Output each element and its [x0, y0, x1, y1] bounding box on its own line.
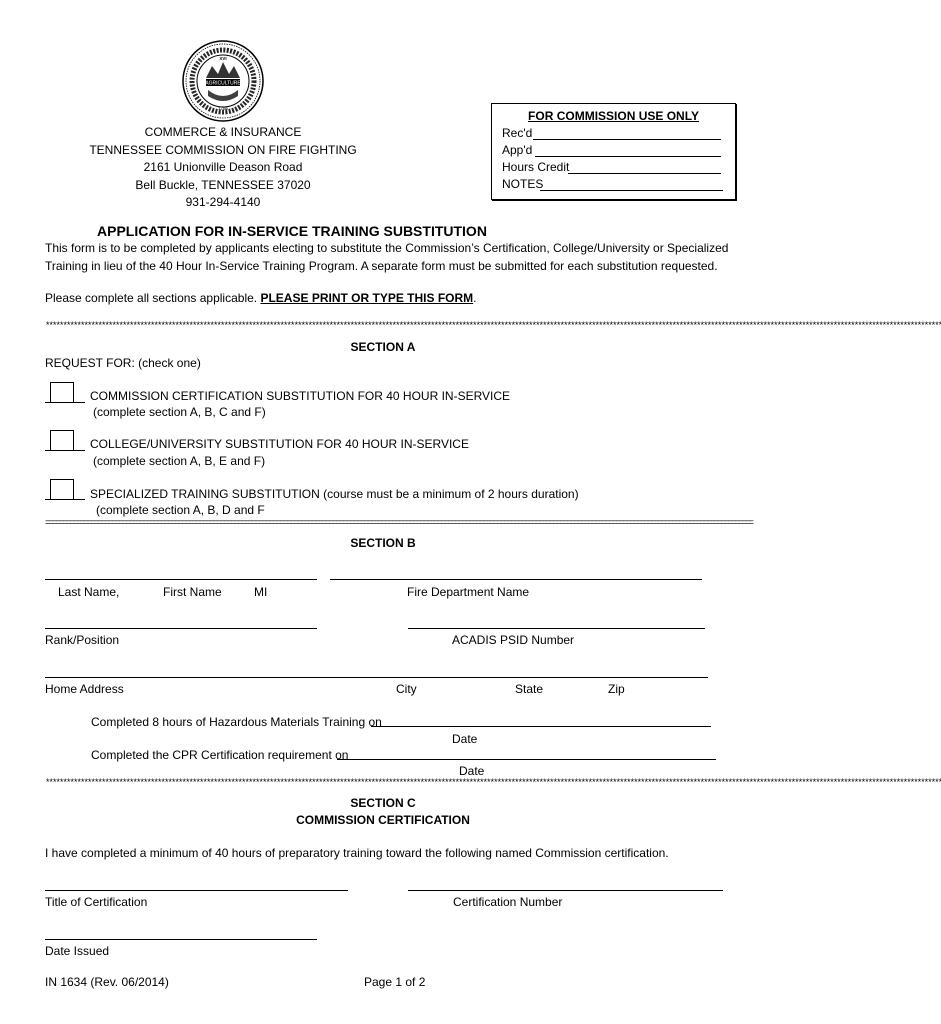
date-issued-label: Date Issued: [45, 944, 110, 958]
title-of-certification-label: Title of Certification: [45, 895, 148, 909]
hours-credit-field[interactable]: [568, 173, 721, 174]
rank-label: Rank/Position: [45, 633, 120, 647]
hazmat-date-label: Date: [452, 732, 478, 746]
acadis-field[interactable]: [408, 628, 705, 629]
form-title: APPLICATION FOR IN-SERVICE TRAINING SUBSTITUTION: [97, 223, 487, 239]
tennessee-state-seal: [182, 40, 264, 122]
recd-field[interactable]: [533, 139, 721, 140]
home-address-label: Home Address: [45, 682, 124, 696]
option-commission-certification-sub: (complete section A, B, C and F): [93, 405, 266, 419]
section-c-subheading: COMMISSION CERTIFICATION: [296, 813, 470, 827]
hazmat-label: Completed 8 hours of Hazardous Materials Training on: [91, 715, 382, 729]
acadis-label: ACADIS PSID Number: [452, 633, 575, 647]
checkbox-underline: [45, 402, 85, 403]
option-college-university: COLLEGE/UNIVERSITY SUBSTITUTION FOR 40 HOUR IN-SERVICE: [90, 437, 469, 451]
certification-number-field[interactable]: [408, 890, 723, 891]
date-issued-field[interactable]: [45, 939, 317, 940]
separator-stars: ****************************************************************************************************************************************************************************************************************************************************************: [45, 321, 941, 331]
zip-label: Zip: [608, 682, 625, 696]
city-label: City: [396, 682, 417, 696]
fire-department-label: Fire Department Name: [407, 585, 530, 599]
checkbox-underline: [45, 499, 85, 500]
agency-line: 931-294-4140: [185, 195, 261, 209]
cpr-label: Completed the CPR Certification requirement on: [91, 748, 349, 762]
checkbox-underline: [45, 450, 85, 451]
home-address-field[interactable]: [45, 677, 708, 678]
page-number: Page 1 of 2: [364, 975, 426, 989]
option-specialized-training: SPECIALIZED TRAINING SUBSTITUTION (course must be a minimum of 2 hours duration): [90, 487, 579, 501]
notes-field[interactable]: [540, 190, 723, 191]
fire-department-field[interactable]: [330, 579, 702, 580]
last-name-label: Last Name,: [58, 585, 120, 599]
appd-field[interactable]: [535, 156, 721, 157]
checkbox-college-university[interactable]: [50, 430, 74, 451]
agency-line: Bell Buckle, TENNESSEE 37020: [135, 177, 311, 192]
print-or-type-emphasis: PLEASE PRINT OR TYPE THIS FORM: [260, 291, 474, 305]
option-college-university-sub: (complete section A, B, E and F): [93, 454, 266, 468]
section-c-heading: SECTION C: [350, 796, 416, 810]
cpr-date-label: Date: [459, 764, 485, 778]
commission-use-title: FOR COMMISSION USE ONLY: [528, 109, 699, 123]
intro-line-2: Training in lieu of the 40 Hour In-Service Training Program. A separate form must be submitted for each substitution requested.: [45, 259, 718, 273]
rank-field[interactable]: [45, 628, 317, 629]
section-b-heading: SECTION B: [350, 536, 416, 550]
agency-line: 2161 Unionville Deason Road: [143, 160, 303, 174]
cpr-date-field[interactable]: [337, 759, 716, 760]
form-id: IN 1634 (Rev. 06/2014): [45, 975, 169, 989]
separator-stars: ****************************************************************************************************************************************************************************************************************************************************************: [45, 778, 941, 788]
agency-line: TENNESSEE COMMISSION ON FIRE FIGHTING: [89, 142, 357, 157]
request-for-label: REQUEST FOR: (check one): [45, 356, 201, 370]
state-label: State: [515, 682, 544, 696]
commission-use-box: [491, 103, 736, 200]
certification-number-label: Certification Number: [453, 895, 563, 909]
notes-label: NOTES: [502, 177, 544, 191]
instructions: Please complete all sections applicable. PLEASE PRINT OR TYPE THIS FORM.: [45, 291, 477, 305]
agency-address: [60, 124, 386, 212]
checkbox-specialized-training[interactable]: [50, 479, 74, 500]
svg-text:1796: 1796: [217, 106, 229, 111]
option-commission-certification: COMMISSION CERTIFICATION SUBSTITUTION FOR 40 HOUR IN-SERVICE: [90, 389, 511, 403]
section-a-heading: SECTION A: [350, 340, 416, 354]
mi-label: MI: [254, 585, 268, 599]
first-name-label: First Name: [163, 585, 222, 599]
hazmat-date-field[interactable]: [371, 726, 711, 727]
recd-label: Rec'd: [502, 126, 533, 140]
appd-label: App'd: [502, 143, 533, 157]
title-of-certification-field[interactable]: [45, 890, 348, 891]
section-c-statement: I have completed a minimum of 40 hours of preparatory training toward the following named Commission certification.: [45, 846, 669, 860]
name-field[interactable]: [45, 579, 317, 580]
svg-text:AGRICULTURE: AGRICULTURE: [205, 80, 241, 87]
intro-line-1: This form is to be completed by applicants electing to substitute the Commission’s Certification, College/University or Specialized: [45, 241, 729, 255]
hours-credit-label: Hours Credit: [502, 160, 570, 174]
separator-equals: ==========================================================================================================================================================================================================: [45, 518, 753, 528]
agency-line: COMMERCE & INSURANCE: [144, 125, 302, 139]
option-specialized-training-sub: (complete section A, B, D and F: [96, 503, 265, 517]
svg-text:XVI: XVI: [219, 56, 227, 61]
checkbox-commission-certification[interactable]: [50, 382, 74, 403]
